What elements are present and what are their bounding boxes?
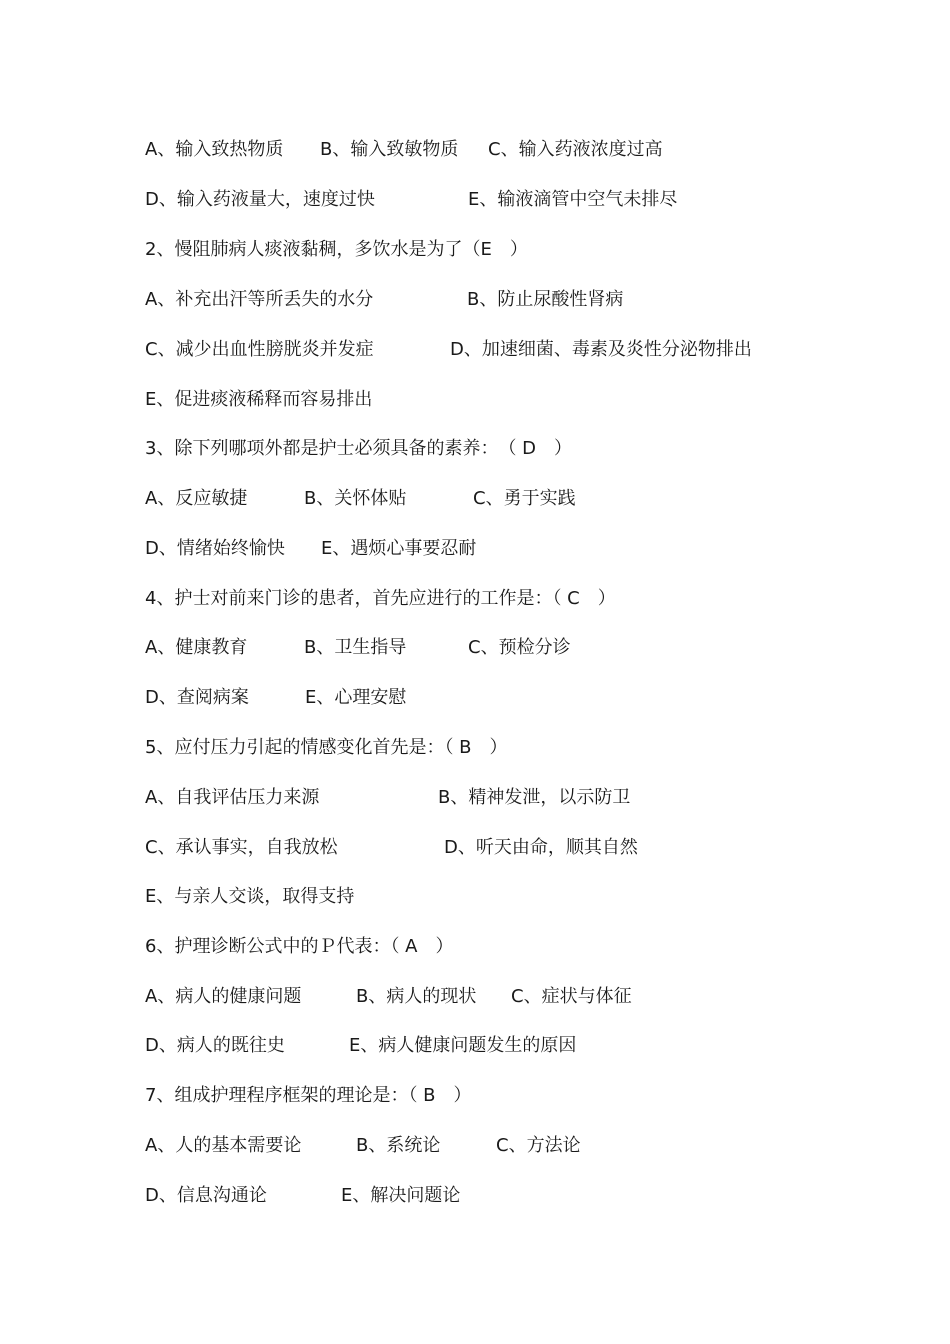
option-text: D、情绪始终愉快: [145, 538, 285, 559]
option-text: E、与亲人交谈，取得支持: [145, 886, 355, 907]
option-text: E、输液滴管中空气未排尽: [468, 189, 678, 210]
option-line: [145, 882, 905, 912]
option-text: C、方法论: [496, 1135, 581, 1156]
option-text: C、承认事实，自我放松: [145, 837, 338, 858]
option-line: [145, 982, 905, 1012]
option-text: C、症状与体征: [511, 986, 632, 1007]
option-text: C、预检分诊: [468, 637, 571, 658]
option-line: [145, 385, 905, 415]
option-text: B、精神发泄，以示防卫: [438, 787, 631, 808]
option-text: D、病人的既往史: [145, 1035, 285, 1056]
option-text: A、健康教育: [145, 637, 248, 658]
option-text: C、勇于实践: [473, 488, 576, 509]
question-text: 6、护理诊断公式中的Ｐ代表：（ A ）: [145, 936, 454, 957]
option-text: D、加速细菌、毒素及炎性分泌物排出: [450, 339, 752, 360]
option-line: [145, 683, 905, 713]
option-text: E、解决问题论: [341, 1185, 461, 1206]
option-text: A、补充出汗等所丢失的水分: [145, 289, 374, 310]
option-text: A、病人的健康问题: [145, 986, 302, 1007]
option-line: [145, 135, 905, 165]
option-text: D、查阅病案: [145, 687, 249, 708]
option-text: E、病人健康问题发生的原因: [349, 1035, 577, 1056]
question-line: [145, 1081, 905, 1111]
question-text: 7、组成护理程序框架的理论是：（ B ）: [145, 1085, 472, 1106]
option-text: D、听天由命，顺其自然: [444, 837, 638, 858]
option-text: A、人的基本需要论: [145, 1135, 302, 1156]
question-line: [145, 932, 905, 962]
option-text: E、心理安慰: [305, 687, 407, 708]
option-text: C、减少出血性膀胱炎并发症: [145, 339, 374, 360]
option-text: E、促进痰液稀释而容易排出: [145, 389, 373, 410]
option-text: B、卫生指导: [304, 637, 407, 658]
question-line: [145, 434, 905, 464]
option-text: B、防止尿酸性肾病: [467, 289, 624, 310]
option-text: D、信息沟通论: [145, 1185, 267, 1206]
option-text: C、输入药液浓度过高: [488, 139, 663, 160]
question-line: [145, 235, 905, 265]
option-text: A、自我评估压力来源: [145, 787, 320, 808]
question-line: [145, 584, 905, 614]
option-line: [145, 534, 905, 564]
option-line: [145, 285, 905, 315]
question-text: 4、护士对前来门诊的患者，首先应进行的工作是：（ C ）: [145, 588, 616, 609]
option-text: E、遇烦心事要忍耐: [321, 538, 477, 559]
option-line: [145, 335, 905, 365]
option-text: B、病人的现状: [356, 986, 477, 1007]
option-text: B、系统论: [356, 1135, 441, 1156]
option-line: [145, 1181, 905, 1211]
option-line: [145, 185, 905, 215]
option-text: A、输入致热物质: [145, 139, 284, 160]
option-text: A、反应敏捷: [145, 488, 248, 509]
option-text: D、输入药液量大，速度过快: [145, 189, 375, 210]
question-line: [145, 733, 905, 763]
question-text: 2、慢阻肺病人痰液黏稠，多饮水是为了（E ）: [145, 239, 528, 260]
option-line: [145, 1031, 905, 1061]
question-text: 3、除下列哪项外都是护士必须具备的素养： （ D ）: [145, 438, 573, 459]
option-line: [145, 1131, 905, 1161]
option-line: [145, 783, 905, 813]
option-line: [145, 833, 905, 863]
option-text: B、输入致敏物质: [320, 139, 459, 160]
option-line: [145, 484, 905, 514]
option-text: B、关怀体贴: [304, 488, 407, 509]
question-text: 5、应付压力引起的情感变化首先是：（ B ）: [145, 737, 508, 758]
option-line: [145, 633, 905, 663]
